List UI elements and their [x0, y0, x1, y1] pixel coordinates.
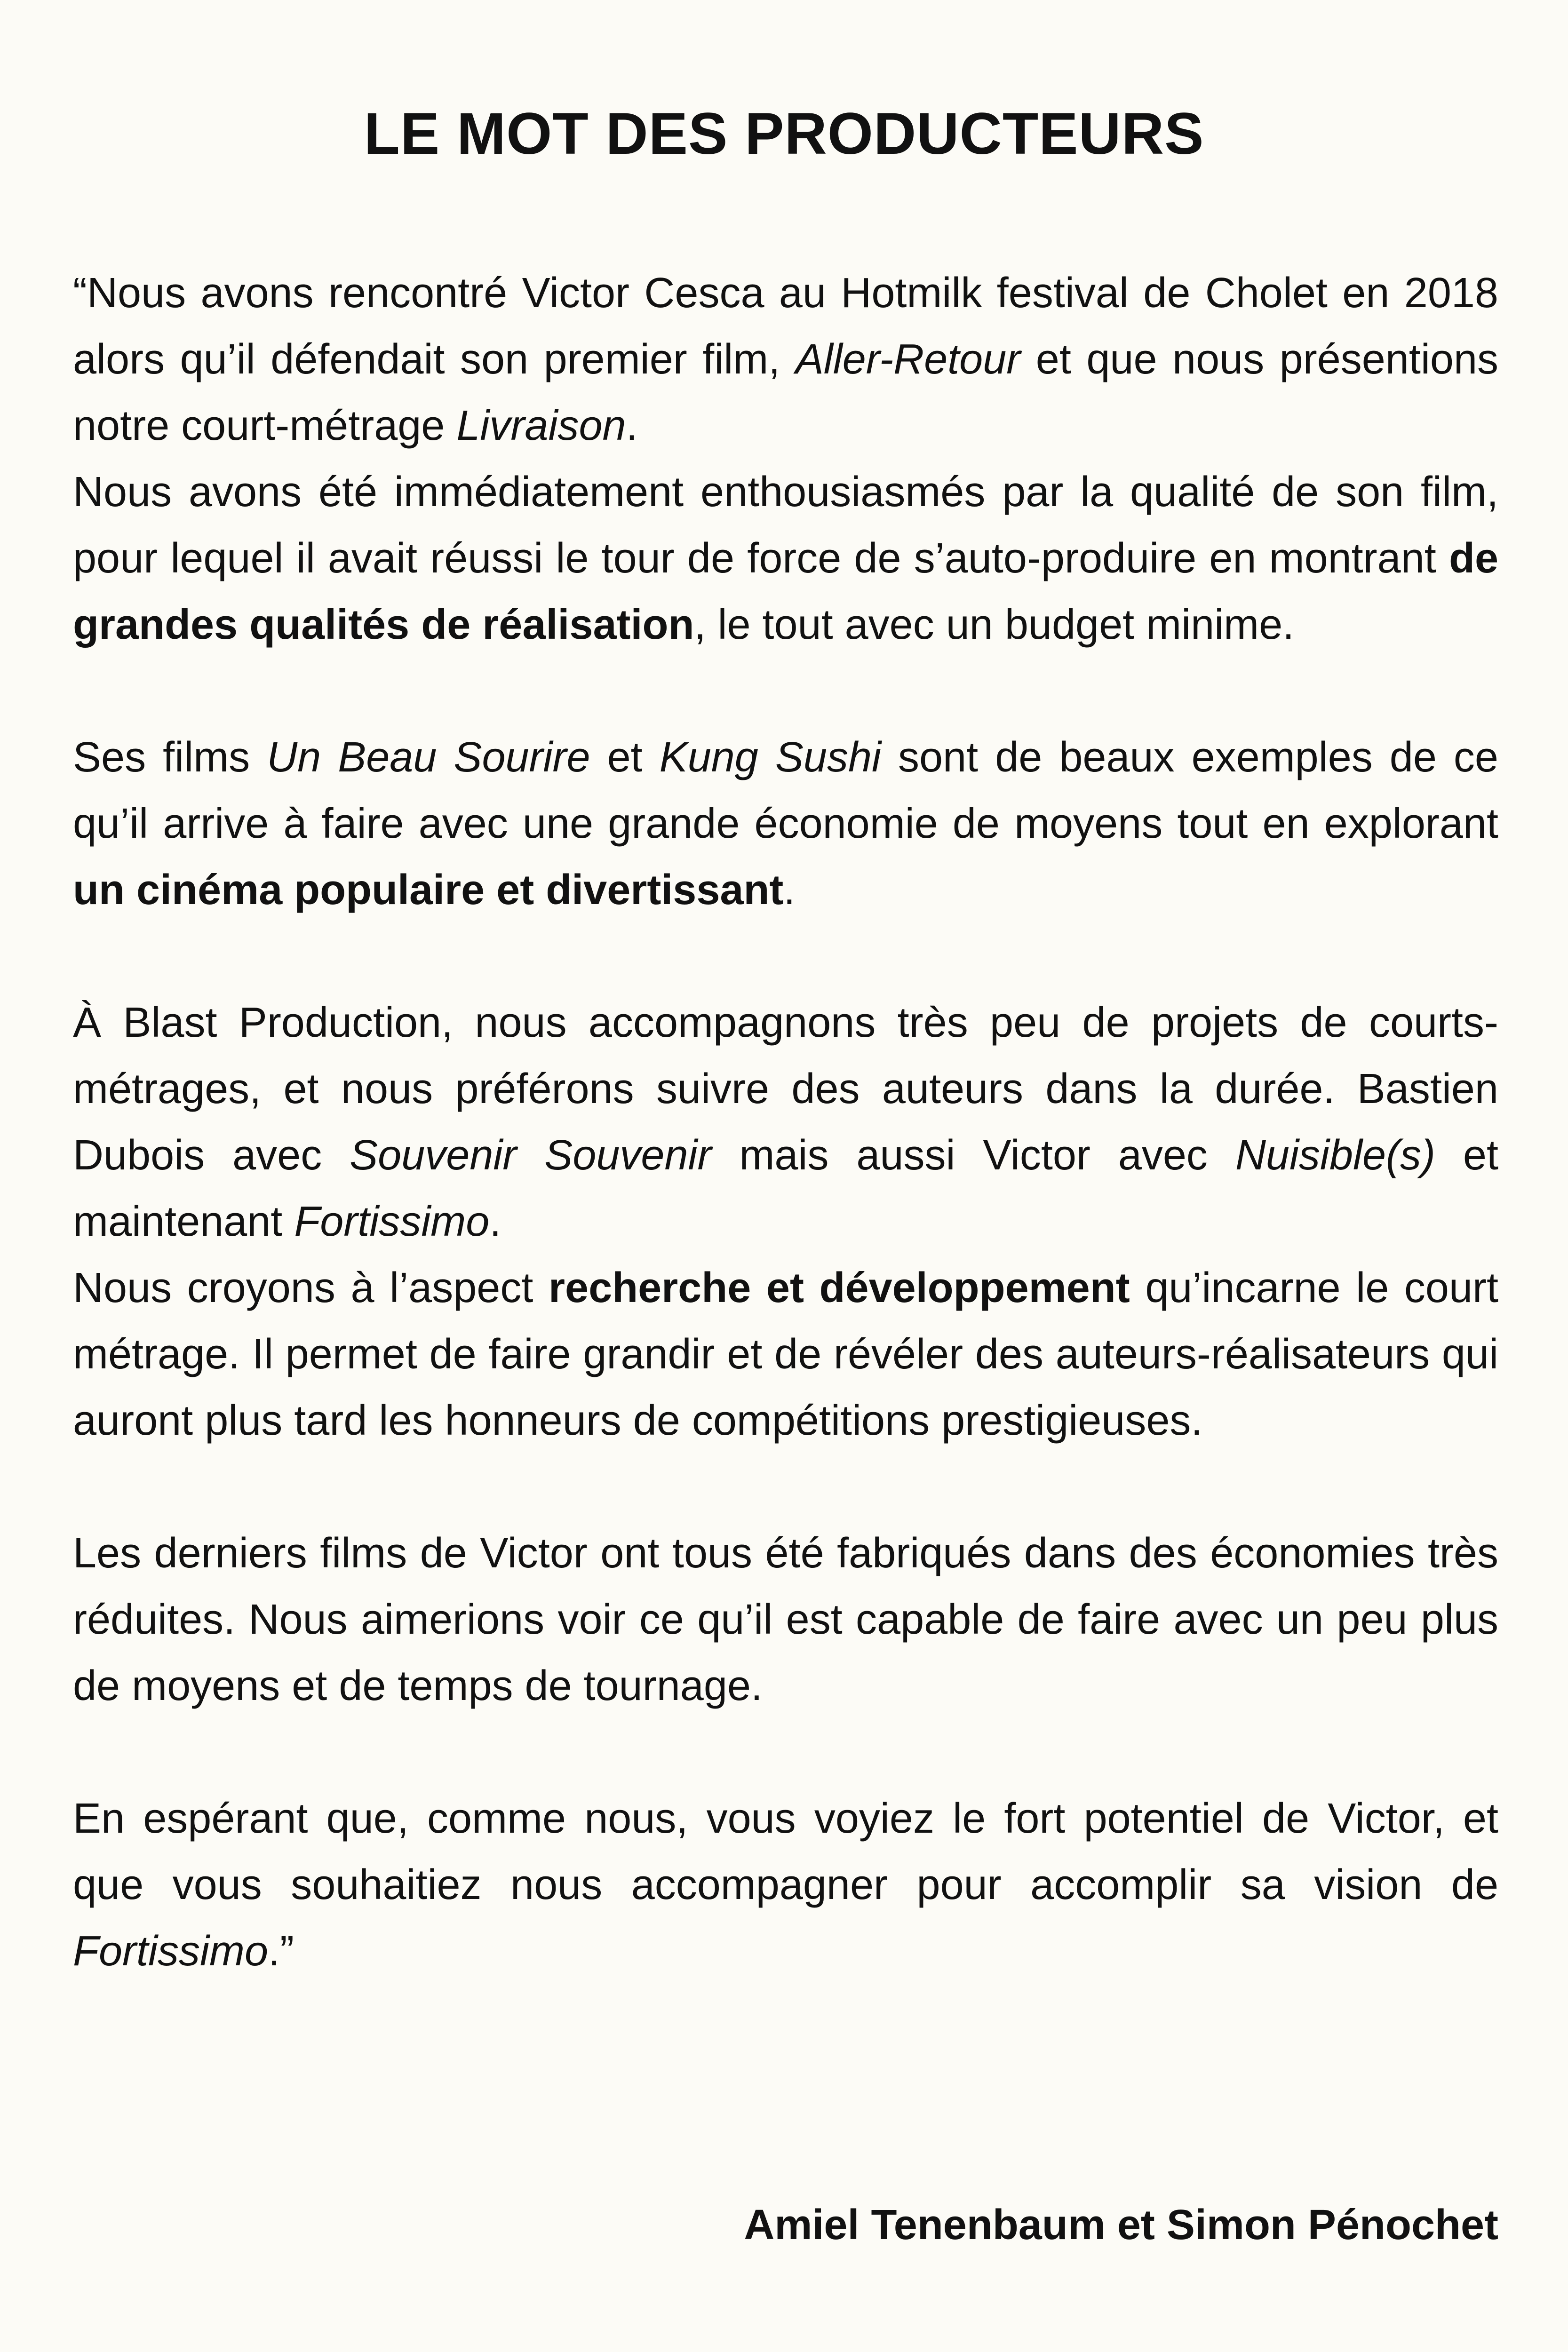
text-run: Nous avons été immédiatement enthousiasmés par la qualité de son film, pour lequel il avait réussi le tour de force de s’auto-produire en montrant	[73, 469, 1498, 582]
text-run: et	[590, 734, 660, 781]
text-run: À Blast Production, nous accompagnons très peu de projets de courts-métrages, et nous préférons suivre des auteurs dans la durée. Bastien Dubois avec	[73, 999, 1498, 1179]
paragraph-meeting	[73, 260, 1498, 459]
film-title: Souvenir Souvenir	[350, 1132, 712, 1179]
text-run: En espérant que, comme nous, vous voyiez le fort potentiel de Victor, et que vous souhaitiez nous accompagner pour accomplir sa vision de	[73, 1795, 1498, 1908]
film-title: Kung Sushi	[659, 734, 882, 781]
text-run: sont de beaux exemples de ce qu’il arrive à faire avec une grande économie de moyens tout en explorant	[73, 734, 1498, 847]
text-run: qu’incarne le court métrage. Il permet de faire grandir et de révéler des auteurs-réalisateurs qui auront plus tard les honneurs de compétitions prestigieuses.	[73, 1264, 1498, 1444]
paragraph-closing	[73, 1786, 1498, 1985]
emphasis: de grandes qualités de réalisation	[73, 535, 1498, 648]
paragraph-enthusiasm	[73, 459, 1498, 658]
text-run: .	[626, 402, 638, 449]
text-run: .”	[268, 1928, 294, 1975]
text-run: .	[783, 866, 796, 914]
paragraph-films	[73, 724, 1498, 923]
text-run: .	[489, 1198, 501, 1245]
letter-body	[73, 260, 1498, 2051]
page-title: LE MOT DES PRODUCTEURS	[364, 101, 1204, 167]
film-title: Fortissimo	[294, 1198, 490, 1245]
text-run: mais aussi Victor avec	[711, 1132, 1235, 1179]
text-run: Les derniers films de Victor ont tous été fabriqués dans des économies très réduites. Nous aimerions voir ce qu’il est capable de faire avec un peu plus de moyens et de temps de tournage.	[73, 1530, 1498, 1709]
text-run: et que nous présentions notre court-métrage	[73, 336, 1498, 449]
paragraph-research	[73, 1255, 1498, 1454]
text-run: et maintenant	[73, 1132, 1498, 1245]
emphasis: recherche et développement	[548, 1264, 1130, 1311]
text-run: Ses films	[73, 734, 267, 781]
film-title: Livraison	[456, 402, 626, 449]
text-run: “Nous avons rencontré Victor Cesca au Hotmilk festival de Cholet en 2018 alors qu’il défendait son premier film,	[73, 270, 1498, 383]
paragraph-budget	[73, 1520, 1498, 1719]
film-title: Aller-Retour	[795, 336, 1021, 383]
film-title: Un Beau Sourire	[267, 734, 590, 781]
text-run: Nous croyons à l’aspect	[73, 1264, 549, 1311]
film-title: Nuisible(s)	[1235, 1132, 1435, 1179]
signature: Amiel Tenenbaum et Simon Pénochet	[744, 2201, 1498, 2249]
text-run: , le tout avec un budget minime.	[694, 601, 1295, 648]
film-title: Fortissimo	[73, 1928, 269, 1975]
emphasis: un cinéma populaire et divertissant	[73, 866, 784, 914]
paragraph-blast-production	[73, 990, 1498, 1255]
